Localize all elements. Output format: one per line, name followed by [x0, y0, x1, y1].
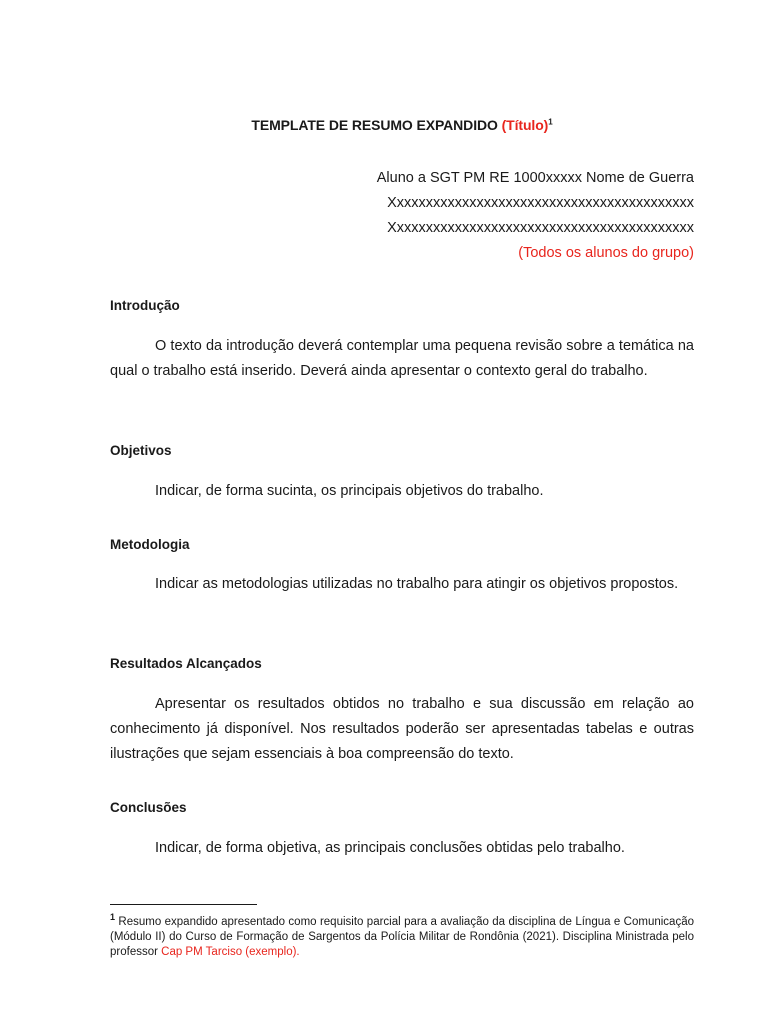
footnote-professor: Cap PM Tarciso (exemplo).	[161, 945, 300, 958]
heading-resultados: Resultados Alcançados	[110, 656, 262, 671]
author-line-1: Aluno a SGT PM RE 1000xxxxx Nome de Guerra	[376, 170, 694, 186]
footnote-text: Resumo expandido apresentado como requisito parcial para a avaliação da disciplina de Língua e Comunicação (Módulo II) do Curso de Formação de Sargentos da Polícia Militar de Rondônia (2021). Disciplina Ministrada pelo professor	[110, 915, 694, 958]
footnote-separator	[110, 904, 257, 905]
title-main: TEMPLATE DE RESUMO EXPANDIDO	[251, 117, 498, 133]
title-placeholder: (Título)	[501, 117, 549, 133]
paragraph-objetivos: Indicar, de forma sucinta, os principais objetivos do trabalho.	[155, 483, 544, 499]
authors-block	[377, 166, 694, 266]
author-line-2: Xxxxxxxxxxxxxxxxxxxxxxxxxxxxxxxxxxxxxxxxxx	[387, 195, 694, 211]
heading-metodologia: Metodologia	[110, 537, 190, 552]
footnote	[110, 910, 694, 960]
authors-note: (Todos os alunos do grupo)	[518, 245, 694, 261]
paragraph-resultados: Apresentar os resultados obtidos no trabalho e sua discussão em relação ao conhecimento já disponível. Nos resultados poderão ser apresentadas tabelas e outras ilustrações que sejam essenciais à boa compreensão do texto.	[110, 696, 694, 762]
paragraph-conclusoes: Indicar, de forma objetiva, as principais conclusões obtidas pelo trabalho.	[155, 840, 625, 856]
heading-conclusoes: Conclusões	[110, 800, 187, 815]
author-line-3: Xxxxxxxxxxxxxxxxxxxxxxxxxxxxxxxxxxxxxxxxxx	[387, 220, 694, 236]
heading-introducao: Introdução	[110, 298, 180, 313]
title-footnote-ref: 1	[548, 117, 553, 127]
paragraph-metodologia: Indicar as metodologias utilizadas no trabalho para atingir os objetivos propostos.	[155, 576, 679, 592]
document-title	[110, 117, 694, 133]
footnote-number: 1	[110, 912, 116, 922]
paragraph-introducao: O texto da introdução deverá contemplar uma pequena revisão sobre a temática na qual o trabalho está inserido. Deverá ainda apresentar o contexto geral do trabalho.	[110, 338, 694, 379]
heading-objetivos: Objetivos	[110, 443, 172, 458]
